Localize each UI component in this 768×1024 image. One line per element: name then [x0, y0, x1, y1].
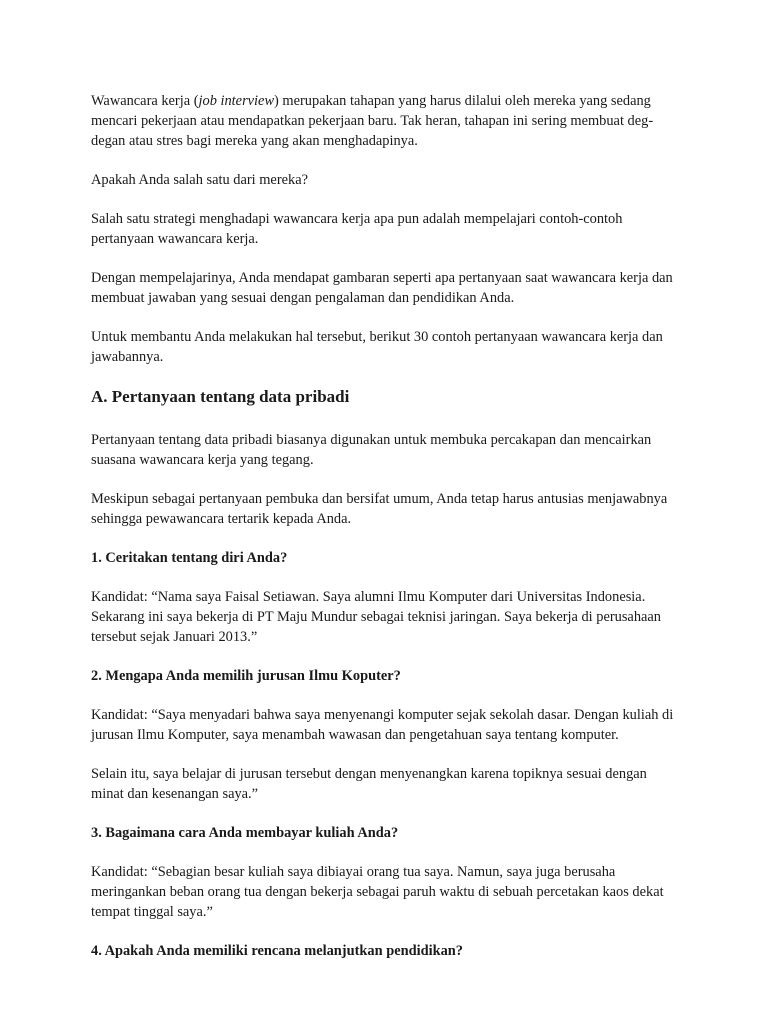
question-3-heading: 3. Bagaimana cara Anda membayar kuliah Anda?: [91, 825, 399, 841]
question-1-answer: Kandidat: “Nama saya Faisal Setiawan. Saya alumni Ilmu Komputer dari Universitas Indonesia. Sekarang ini saya bekerja di PT Maju Mundur sebagai teknisi jaringan. Saya bekerja di perusahaan tersebut sejak Januari 2013.”: [91, 589, 661, 645]
question-2-answer: Kandidat: “Saya menyadari bahwa saya menyenangi komputer sejak sekolah dasar. Dengan kuliah di jurusan Ilmu Komputer, saya menambah wawasan dan pengetahuan saya tentang komputer.: [91, 707, 674, 743]
intro-paragraph-2: Apakah Anda salah satu dari mereka?: [91, 172, 308, 188]
question-3-answer: Kandidat: “Sebagian besar kuliah saya dibiayai orang tua saya. Namun, saya juga berusaha meringankan beban orang tua dengan bekerja sebagai paruh waktu di sebuah percetakan kaos dekat tempat tinggal saya.”: [91, 864, 664, 920]
question-2-answer-continued: Selain itu, saya belajar di jurusan tersebut dengan menyenangkan karena topiknya sesuai dengan minat dan kesenangan saya.”: [91, 766, 647, 802]
intro-paragraph-3: Salah satu strategi menghadapi wawancara kerja apa pun adalah mempelajari contoh-contoh pertanyaan wawancara kerja.: [91, 211, 623, 247]
intro-paragraph-1: [91, 91, 678, 151]
question-2-heading: 2. Mengapa Anda memilih jurusan Ilmu Koputer?: [91, 668, 401, 684]
intro-paragraph-5: Untuk membantu Anda melakukan hal tersebut, berikut 30 contoh pertanyaan wawancara kerja dan jawabannya.: [91, 329, 663, 365]
intro-p1-text-a: Wawancara kerja (: [91, 93, 199, 109]
intro-p1-text-b: ) merupakan tahapan yang harus dilalui oleh mereka yang sedang mencari pekerjaan atau mendapatkan pekerjaan baru. Tak heran, tahapan ini sering membuat deg-degan atau stres bagi mereka yang akan menghadapinya.: [91, 93, 654, 149]
intro-paragraph-4: Dengan mempelajarinya, Anda mendapat gambaran seperti apa pertanyaan saat wawancara kerja dan membuat jawaban yang sesuai dengan pengalaman dan pendidikan Anda.: [91, 270, 673, 306]
section-a-paragraph-2: Meskipun sebagai pertanyaan pembuka dan bersifat umum, Anda tetap harus antusias menjawabnya sehingga pewawancara tertarik kepada Anda.: [91, 491, 668, 527]
intro-p1-italic-term: job interview: [198, 93, 275, 109]
question-4-heading: 4. Apakah Anda memiliki rencana melanjutkan pendidikan?: [91, 943, 463, 959]
section-a-paragraph-1: Pertanyaan tentang data pribadi biasanya digunakan untuk membuka percakapan dan mencairkan suasana wawancara kerja yang tegang.: [91, 432, 652, 468]
section-a-heading: A. Pertanyaan tentang data pribadi: [91, 387, 350, 406]
question-1-heading: 1. Ceritakan tentang diri Anda?: [91, 550, 288, 566]
